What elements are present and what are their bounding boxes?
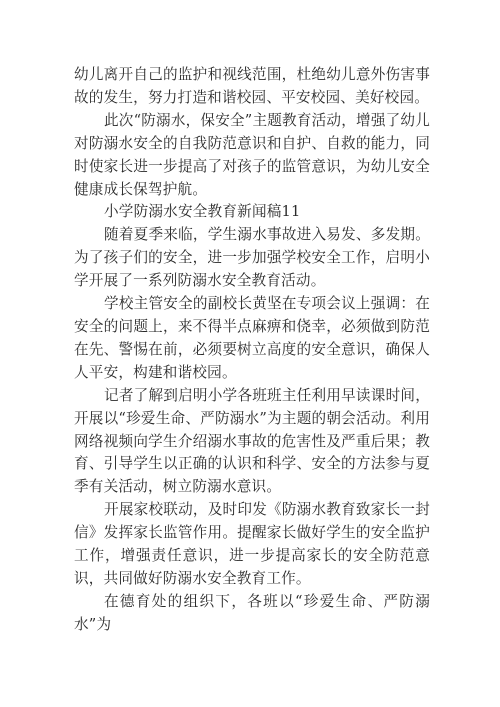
paragraph-class-meeting: 记者了解到启明小学各班班主任利用早读课时间，开展以“珍爱生命、严防溺水”为主题的朝会活动。利用网络视频向学生介绍溺水事故的危害性及严重后果；教育、引导学生以正确的认识和科学、安全的方法参与夏季有关活动，树立防溺水意识。 bbox=[74, 386, 430, 496]
paragraph-home-school: 开展家校联动，及时印发《防溺水教育致家长一封信》发挥家长监管作用。提醒家长做好学生的安全监护工作，增强责任意识，进一步提高家长的安全防范意识，共同做好防溺水安全教育工作。 bbox=[74, 501, 430, 587]
paragraph-vice-principal: 学校主管安全的副校长黄坚在专项会议上强调：在安全的问题上，来不得半点麻痹和侥幸，必须做到防范在先、警惕在前，必须要树立高度的安全意识，确保人人平安，构建和谐校园。 bbox=[74, 295, 430, 381]
paragraph-continuation: 幼儿离开自己的监护和视线范围，杜绝幼儿意外伤害事故的发生，努力打造和谐校园、平安校园、美好校园。 bbox=[74, 66, 430, 106]
document-body bbox=[74, 64, 430, 637]
paragraph-summer-intro: 随着夏季来临，学生溺水事故进入易发、多发期。为了孩子们的安全，进一步加强学校安全工作，启明小学开展了一系列防溺水安全教育活动。 bbox=[74, 226, 430, 290]
section-title: 小学防溺水安全教育新闻稿11 bbox=[104, 203, 301, 221]
paragraph-moral-education: 在德育处的组织下，各班以“珍爱生命、严防溺水”为 bbox=[74, 592, 430, 633]
paragraph-activity-summary: 此次“防溺水，保安全”主题教育活动，增强了幼儿对防溺水安全的自我防范意识和自护、自救的能力，同时使家长进一步提高了对孩子的监管意识，为幼儿安全健康成长保驾护航。 bbox=[74, 111, 430, 198]
